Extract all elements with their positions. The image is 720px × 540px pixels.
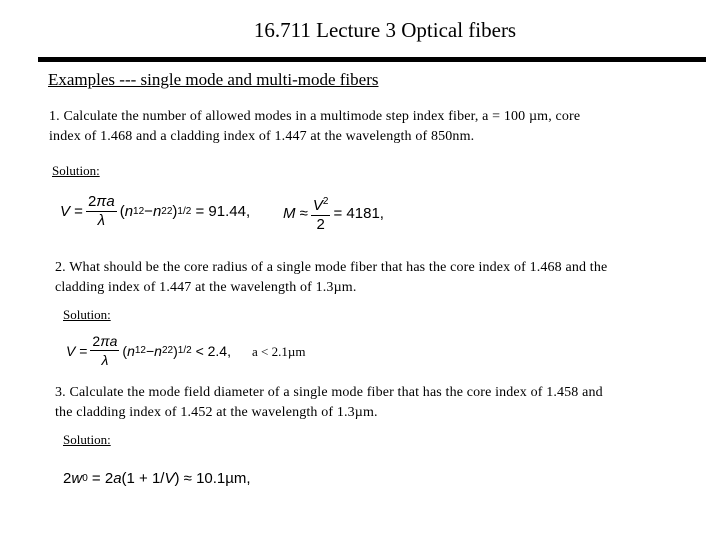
- equation-mode-result: = 4181,: [333, 205, 384, 222]
- problem-3-line-1: 3. Calculate the mode field diameter of a single mode fiber that has the core index of 1.458 and: [55, 385, 603, 400]
- problem-2-text: [55, 258, 607, 298]
- solution-1-label: Solution:: [52, 163, 100, 178]
- problem-2-line-2: cladding index of 1.447 at the wavelength of 1.3µm.: [55, 280, 357, 295]
- equation-single-mode: V = $\frac{2\pi a}{\lambda}$ ( n 1 2 − n 2 2 ) 1/2 < 2.4,: [66, 333, 231, 368]
- solution-3-label: Solution:: [63, 432, 111, 447]
- slide-title: 16.711 Lecture 3 Optical fibers: [253, 18, 517, 42]
- problem-1-text: [49, 107, 580, 147]
- problem-3-line-2: the cladding index of 1.452 at the wavelength of 1.3µm.: [55, 405, 378, 420]
- equation-mfd-result: ≈ 10.1µm,: [183, 470, 251, 487]
- problem-2-line-1: 2. What should be the core radius of a single mode fiber that has the core index of 1.468 and the: [55, 260, 608, 275]
- equation-mode-count: M ≈ $\frac{V^2}{2}$ = 4181,: [283, 193, 384, 234]
- equation-single-mode-result: < 2.4,: [195, 342, 231, 359]
- equation-v-number: V = $\frac{2\pi a}{\lambda}$ ( n 1 2 − n 2 2 ) 1/2 = 91.44,: [60, 193, 251, 229]
- core-radius-answer: a < 2.1µm: [252, 344, 306, 359]
- problem-3-text: [55, 383, 603, 423]
- problem-1-line-1: 1. Calculate the number of allowed modes in a multimode step index fiber, a = 100 µm, core: [49, 109, 581, 124]
- equation-v-result: = 91.44,: [195, 203, 251, 220]
- equation-mode-field-diameter: 2 w 0 = 2 a (1 + 1/ V ) ≈ 10.1µm,: [63, 470, 251, 487]
- section-heading: Examples --- single mode and multi-mode fibers: [48, 70, 379, 89]
- problem-1-line-2: index of 1.468 and a cladding index of 1.447 at the wavelength of 850nm.: [49, 129, 475, 144]
- title-divider: [38, 57, 706, 62]
- solution-2-label: Solution:: [63, 307, 111, 322]
